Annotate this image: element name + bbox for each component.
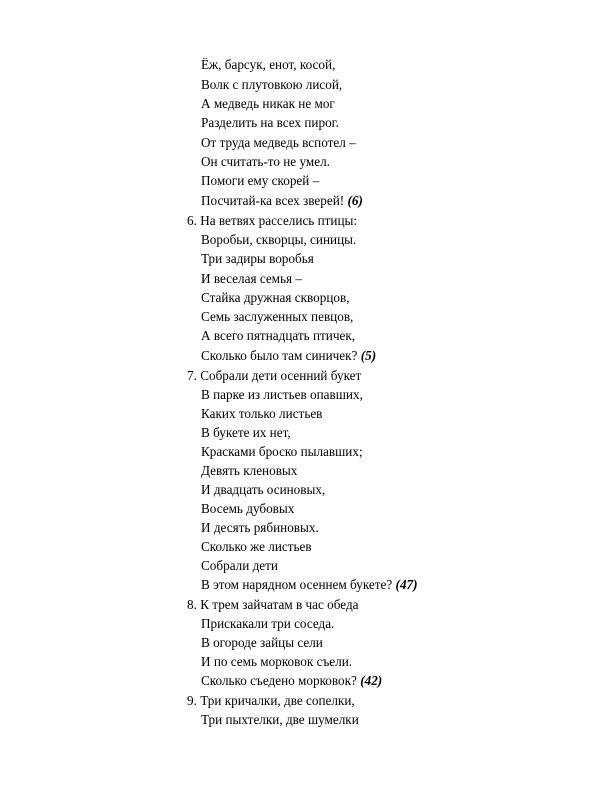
poem-line: Воробьи, скворцы, синицы. xyxy=(201,232,357,247)
poem-line: Три задиры воробья xyxy=(201,251,314,266)
poem-line xyxy=(201,576,418,594)
poem-line-text: Сколько съедено морковок? xyxy=(201,673,357,688)
poem-line: Ёж, барсук, енот, косой, xyxy=(201,57,336,72)
poem-line: Помоги ему скорей – xyxy=(201,173,320,188)
poem-line: Разделить на всех пирог. xyxy=(201,115,339,130)
poem-line: Волк с плутовкою лисой, xyxy=(201,77,343,92)
poem-line: Девять кленовых xyxy=(201,463,298,478)
riddle-title: 7. Собрали дети осенний букет xyxy=(187,368,362,383)
poem-line: В огороде зайцы сели xyxy=(201,635,323,650)
poem-line: В букете их нет, xyxy=(201,425,291,440)
poem-line: И десять рябиновых. xyxy=(201,520,319,535)
poem-line: И двадцать осиновых, xyxy=(201,482,326,497)
poem-line xyxy=(201,347,376,365)
poem-line: Прискакали три соседа. xyxy=(201,616,335,631)
poem-line: Сколько же листьев xyxy=(201,539,312,554)
poem-line: Восемь дубовых xyxy=(201,501,295,516)
answer: (5) xyxy=(360,348,377,363)
riddle-title: 6. На ветвях расселись птицы: xyxy=(187,213,358,228)
poem-line: И по семь морковок съели. xyxy=(201,654,353,669)
poem-line-text: Посчитай-ка всех зверей! xyxy=(201,193,345,208)
answer: (6) xyxy=(347,193,363,208)
answer: (47) xyxy=(395,577,418,592)
poem-line: Семь заслуженных певцов, xyxy=(201,309,354,324)
poem-line: Три пыхтелки, две шумелки xyxy=(201,712,359,727)
riddle-title: 8. К трем зайчатам в час обеда xyxy=(187,597,359,612)
poem-line: Красками броско пылавших; xyxy=(201,444,363,459)
poem-line: Стайка дружная скворцов, xyxy=(201,290,350,305)
poem-line-text: Сколько было там синичек? xyxy=(201,348,358,363)
poem-line: В парке из листьев опавших, xyxy=(201,387,363,402)
poem-line: Каких только листьев xyxy=(201,406,323,421)
answer: (42) xyxy=(360,673,383,688)
riddle-title: 9. Три кричалки, две сопелки, xyxy=(187,693,355,708)
poem-line: А медведь никак не мог xyxy=(201,96,335,111)
poem-line xyxy=(201,672,382,690)
poem-line-text: В этом нарядном осеннем букете? xyxy=(201,577,393,592)
poem-line xyxy=(201,192,363,210)
poem-line: Он считать-то не умел. xyxy=(201,154,330,169)
poem-line: От труда медведь вспотел – xyxy=(201,135,356,150)
poem-line: И веселая семья – xyxy=(201,271,302,286)
poem-line: А всего пятнадцать птичек, xyxy=(201,328,356,343)
poem-line: Собрали дети xyxy=(201,558,278,573)
